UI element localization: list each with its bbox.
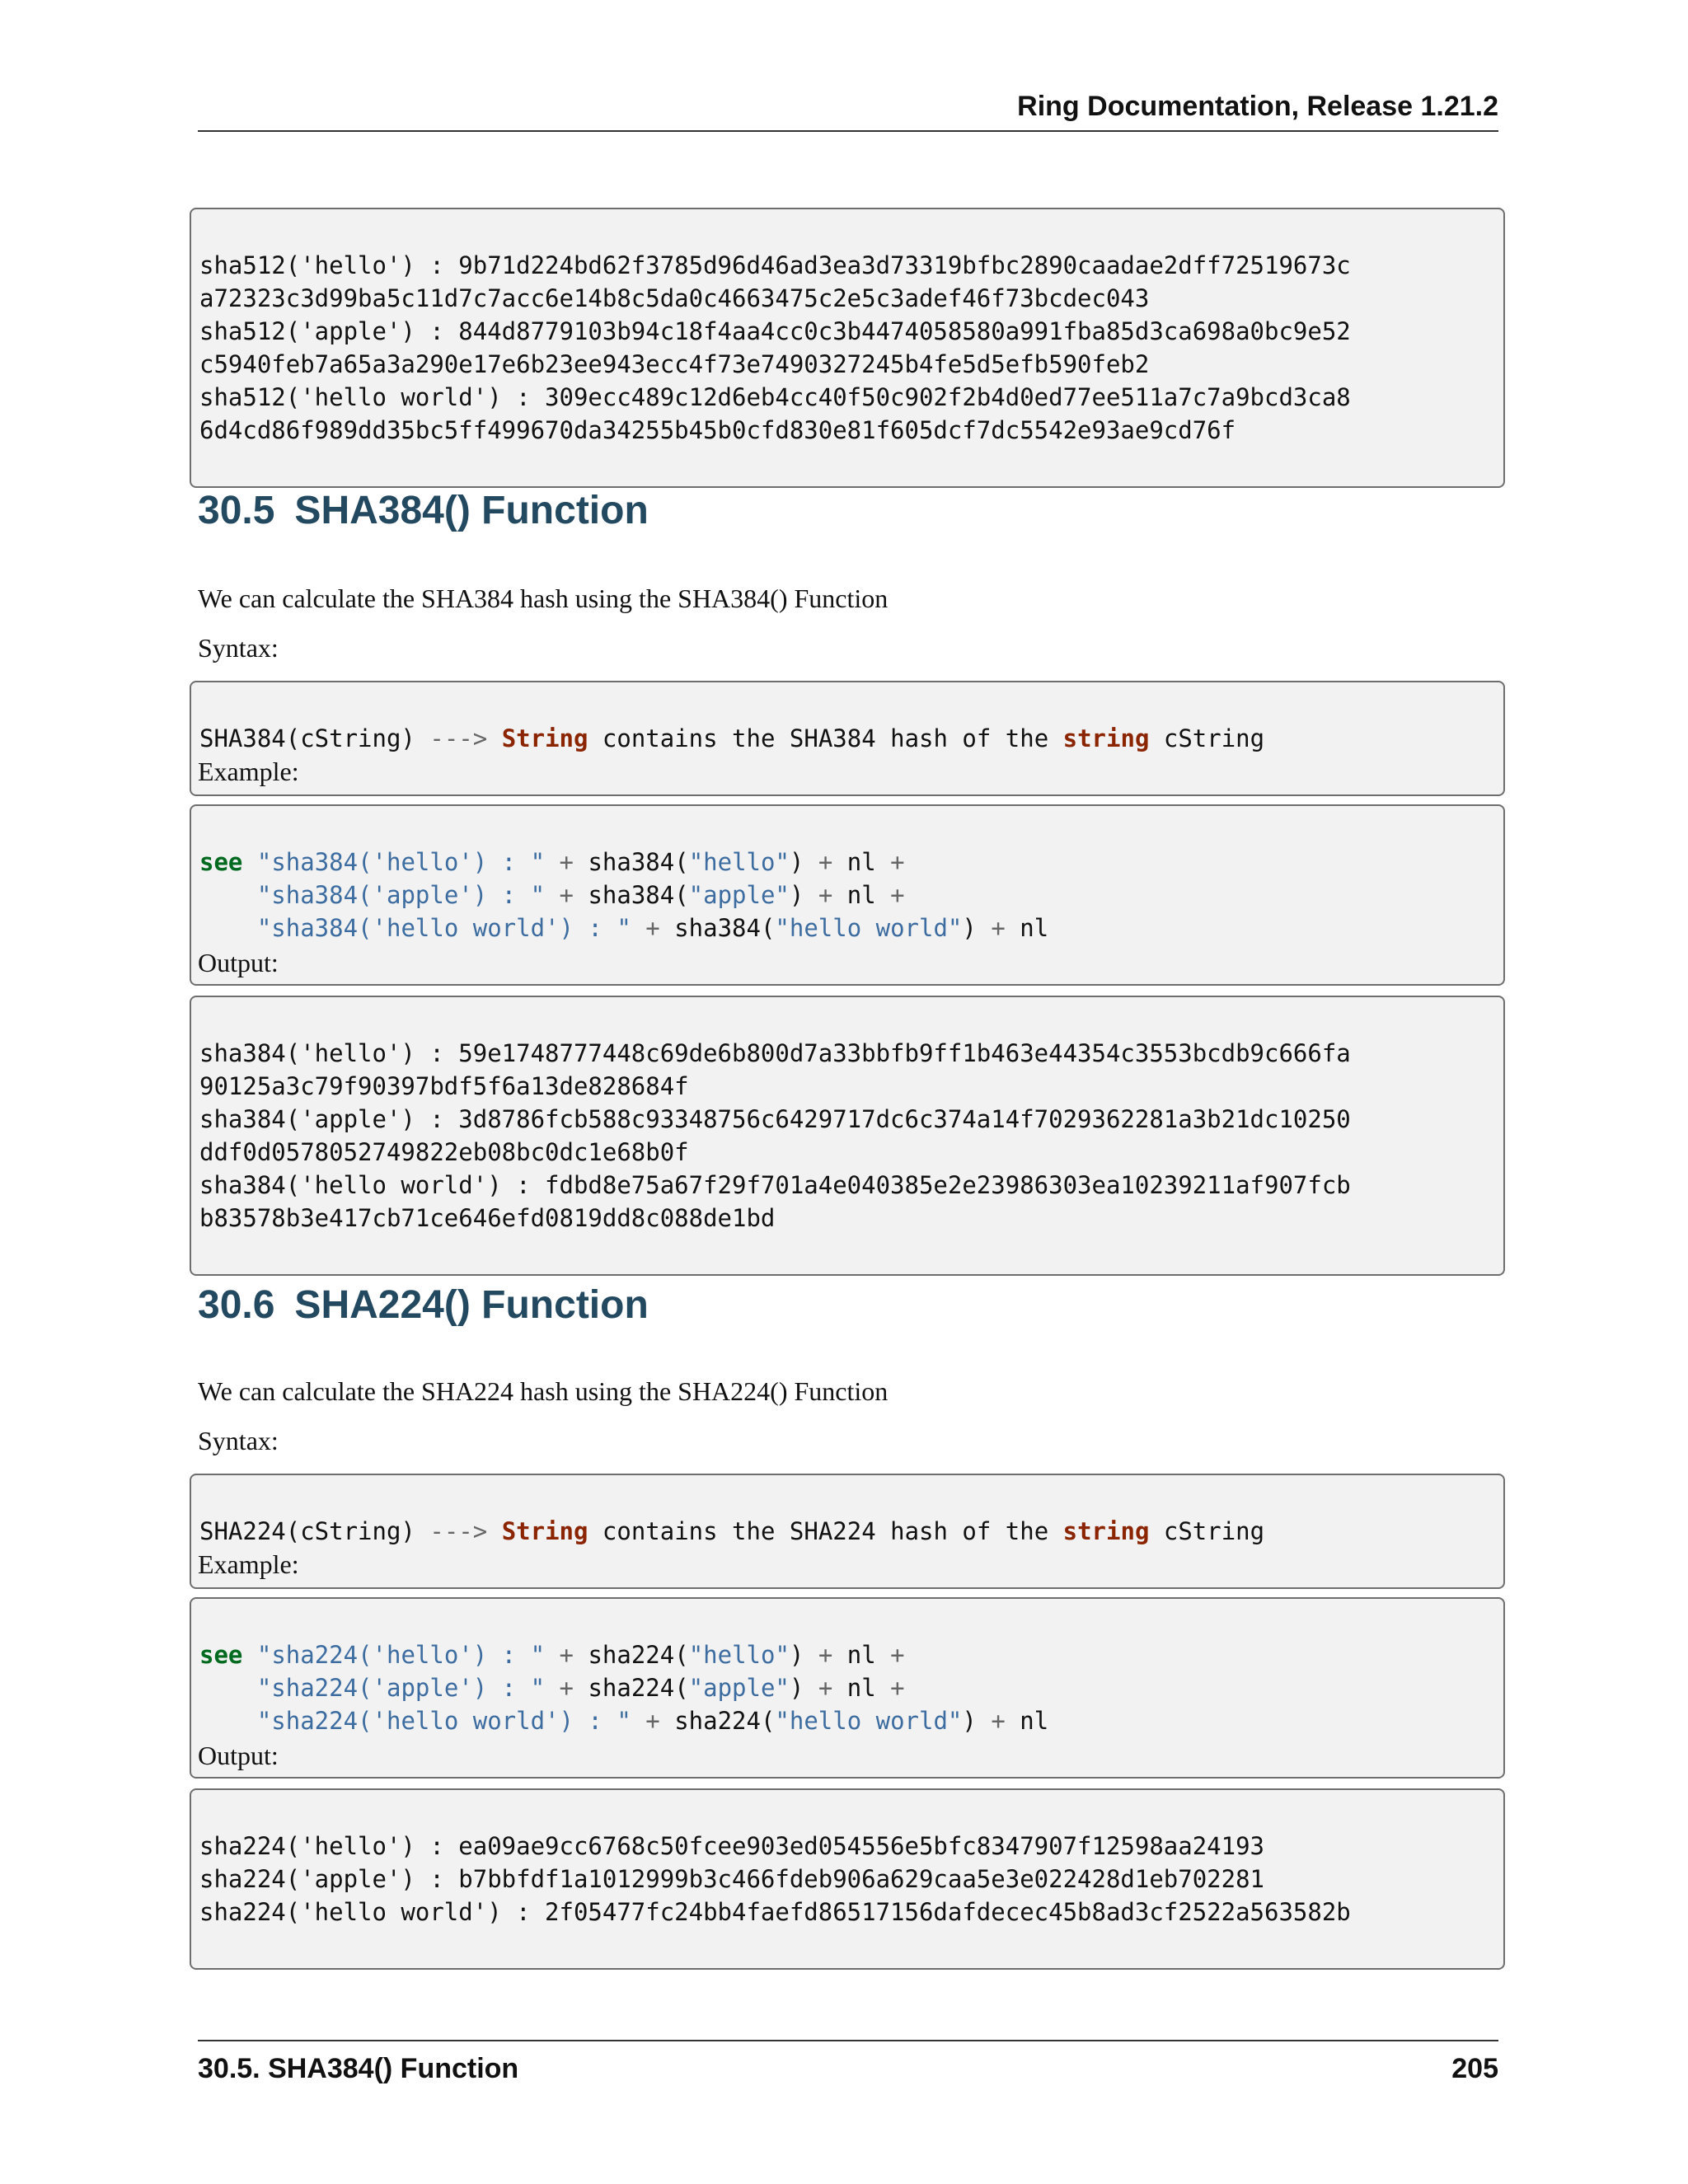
code-nl: nl — [846, 848, 876, 876]
sha384-output-block — [190, 996, 1505, 1276]
code-string: "sha384('hello world') : " — [256, 914, 631, 942]
output-line: c5940feb7a65a3a290e17e6b23ee943ecc4f73e7490327245b4fe5d5efb590feb2 — [199, 350, 1150, 378]
code-line — [199, 879, 1495, 912]
code-string: "hello world" — [775, 1707, 963, 1735]
header-title: Ring Documentation, Release 1.21.2 — [1017, 91, 1498, 122]
code-operator: + — [818, 1674, 833, 1702]
intro-paragraph: We can calculate the SHA384 hash using the SHA384() Function — [198, 583, 889, 613]
output-line: 90125a3c79f90397bdf5f6a13de828684f — [199, 1072, 689, 1100]
code-operator: + — [645, 914, 660, 942]
syntax-label: Syntax: — [198, 633, 279, 663]
code-line — [199, 1638, 1495, 1671]
section-number: 30.5 — [198, 489, 275, 532]
page-footer — [198, 2040, 1498, 2089]
code-call: sha224( — [674, 1707, 776, 1735]
code-call: sha384( — [674, 914, 776, 942]
code-keyword: see — [199, 1641, 243, 1669]
code-line — [199, 1704, 1495, 1737]
output-line: sha224('hello world') : 2f05477fc24bb4faefd86517156dafdecec45b8ad3cf2522a563582b — [199, 1898, 1351, 1926]
syntax-keyword: String — [501, 724, 588, 752]
syntax-text: contains the SHA224 hash of the — [602, 1517, 1049, 1545]
syntax-block — [190, 681, 1505, 796]
code-operator: + — [559, 1674, 574, 1702]
footer-section: 30.5. SHA384() Function — [198, 2053, 519, 2084]
output-line: sha224('apple') : b7bbfdf1a1012999b3c466fdeb906a629caa5e3e022428d1eb702281 — [199, 1865, 1265, 1893]
code-paren: ) — [789, 848, 804, 876]
syntax-arrow: ---> — [429, 724, 488, 752]
syntax-text: cString — [1163, 724, 1265, 752]
code-string: "sha224('hello world') : " — [256, 1707, 631, 1735]
code-paren: ) — [789, 1674, 804, 1702]
code-nl: nl — [846, 881, 876, 909]
code-operator: + — [890, 848, 905, 876]
example-code-block — [190, 804, 1505, 986]
section-heading-30-5 — [198, 488, 649, 533]
code-operator: + — [890, 1641, 905, 1669]
code-string: "apple" — [688, 1674, 790, 1702]
code-keyword: see — [199, 848, 243, 876]
syntax-keyword: String — [501, 1517, 588, 1545]
code-paren: ) — [962, 1707, 977, 1735]
code-operator: + — [645, 1707, 660, 1735]
code-string: "sha224('apple') : " — [256, 1674, 546, 1702]
syntax-label: Syntax: — [198, 1426, 279, 1455]
code-call: sha224( — [588, 1641, 689, 1669]
code-string: "sha384('apple') : " — [256, 881, 546, 909]
syntax-text: contains the SHA384 hash of the — [602, 724, 1049, 752]
section-heading-30-6 — [198, 1282, 649, 1328]
code-nl: nl — [1020, 1707, 1049, 1735]
output-line: 6d4cd86f989dd35bc5ff499670da34255b45b0cfd830e81f605dcf7dc5542e93ae9cd76f — [199, 416, 1236, 444]
code-call: sha384( — [588, 881, 689, 909]
syntax-text: cString — [1163, 1517, 1265, 1545]
code-string: "hello world" — [775, 914, 963, 942]
code-indent — [199, 881, 257, 909]
syntax-arrow: ---> — [429, 1517, 488, 1545]
code-operator: + — [818, 848, 833, 876]
code-operator: + — [890, 881, 905, 909]
syntax-keyword: string — [1062, 724, 1150, 752]
output-line: b83578b3e417cb71ce646efd0819dd8c088de1bd — [199, 1204, 776, 1232]
code-operator: + — [559, 848, 574, 876]
output-line: ddf0d0578052749822eb08bc0dc1e68b0f — [199, 1138, 689, 1166]
output-line: sha224('hello') : ea09ae9cc6768c50fcee903ed054556e5bfc8347907f12598aa24193 — [199, 1832, 1265, 1860]
code-paren: ) — [962, 914, 977, 942]
example-label: Example: — [198, 757, 299, 786]
code-string: "apple" — [688, 881, 790, 909]
output-line: sha384('hello world') : fdbd8e75a67f29f701a4e040385e2e23986303ea10239211af907fcb — [199, 1171, 1351, 1199]
code-indent — [199, 914, 257, 942]
code-line — [199, 846, 1495, 879]
syntax-call: SHA224(cString) — [199, 1517, 415, 1545]
output-line: sha512('hello') : 9b71d224bd62f3785d96d46ad3ea3d73319bfbc2890caadae2dff72519673c — [199, 251, 1351, 279]
code-line — [199, 1671, 1495, 1704]
syntax-call: SHA384(cString) — [199, 724, 415, 752]
code-operator: + — [890, 1674, 905, 1702]
code-string: "sha384('hello') : " — [256, 848, 546, 876]
syntax-keyword: string — [1062, 1517, 1150, 1545]
code-indent — [199, 1674, 257, 1702]
output-line: sha384('hello') : 59e1748777448c69de6b800d7a33bbfb9ff1b463e44354c3553bcdb9c666fa — [199, 1039, 1351, 1067]
section-title: SHA384() Function — [294, 489, 649, 532]
example-code-block — [190, 1597, 1505, 1779]
sha224-output-block — [190, 1788, 1505, 1970]
output-label: Output: — [198, 948, 279, 977]
code-nl: nl — [1020, 914, 1049, 942]
page-number: 205 — [1451, 2053, 1498, 2084]
section-number: 30.6 — [198, 1283, 275, 1327]
output-label: Output: — [198, 1741, 279, 1770]
code-nl: nl — [846, 1641, 876, 1669]
intro-paragraph: We can calculate the SHA224 hash using the SHA224() Function — [198, 1376, 889, 1406]
code-operator: + — [559, 1641, 574, 1669]
output-line: sha384('apple') : 3d8786fcb588c93348756c6429717dc6c374a14f7029362281a3b21dc10250 — [199, 1105, 1351, 1133]
page-header — [198, 89, 1498, 132]
code-string: "hello" — [688, 1641, 790, 1669]
syntax-block — [190, 1474, 1505, 1589]
code-string: "sha224('hello') : " — [256, 1641, 546, 1669]
code-operator: + — [818, 1641, 833, 1669]
example-label: Example: — [198, 1549, 299, 1579]
code-operator: + — [991, 914, 1006, 942]
code-operator: + — [991, 1707, 1006, 1735]
code-paren: ) — [789, 881, 804, 909]
code-paren: ) — [789, 1641, 804, 1669]
code-indent — [199, 1707, 257, 1735]
section-title: SHA224() Function — [294, 1283, 649, 1327]
code-call: sha224( — [588, 1674, 689, 1702]
sha512-output-block — [190, 208, 1505, 488]
code-operator: + — [559, 881, 574, 909]
code-call: sha384( — [588, 848, 689, 876]
code-operator: + — [818, 881, 833, 909]
code-string: "hello" — [688, 848, 790, 876]
output-line: a72323c3d99ba5c11d7c7acc6e14b8c5da0c4663475c2e5c3adef46f73bcdec043 — [199, 284, 1150, 312]
output-line: sha512('apple') : 844d8779103b94c18f4aa4cc0c3b4474058580a991fba85d3ca698a0bc9e52 — [199, 317, 1351, 345]
code-line — [199, 912, 1495, 944]
code-nl: nl — [846, 1674, 876, 1702]
output-line: sha512('hello world') : 309ecc489c12d6eb4cc40f50c902f2b4d0ed77ee511a7c7a9bcd3ca8 — [199, 383, 1351, 411]
